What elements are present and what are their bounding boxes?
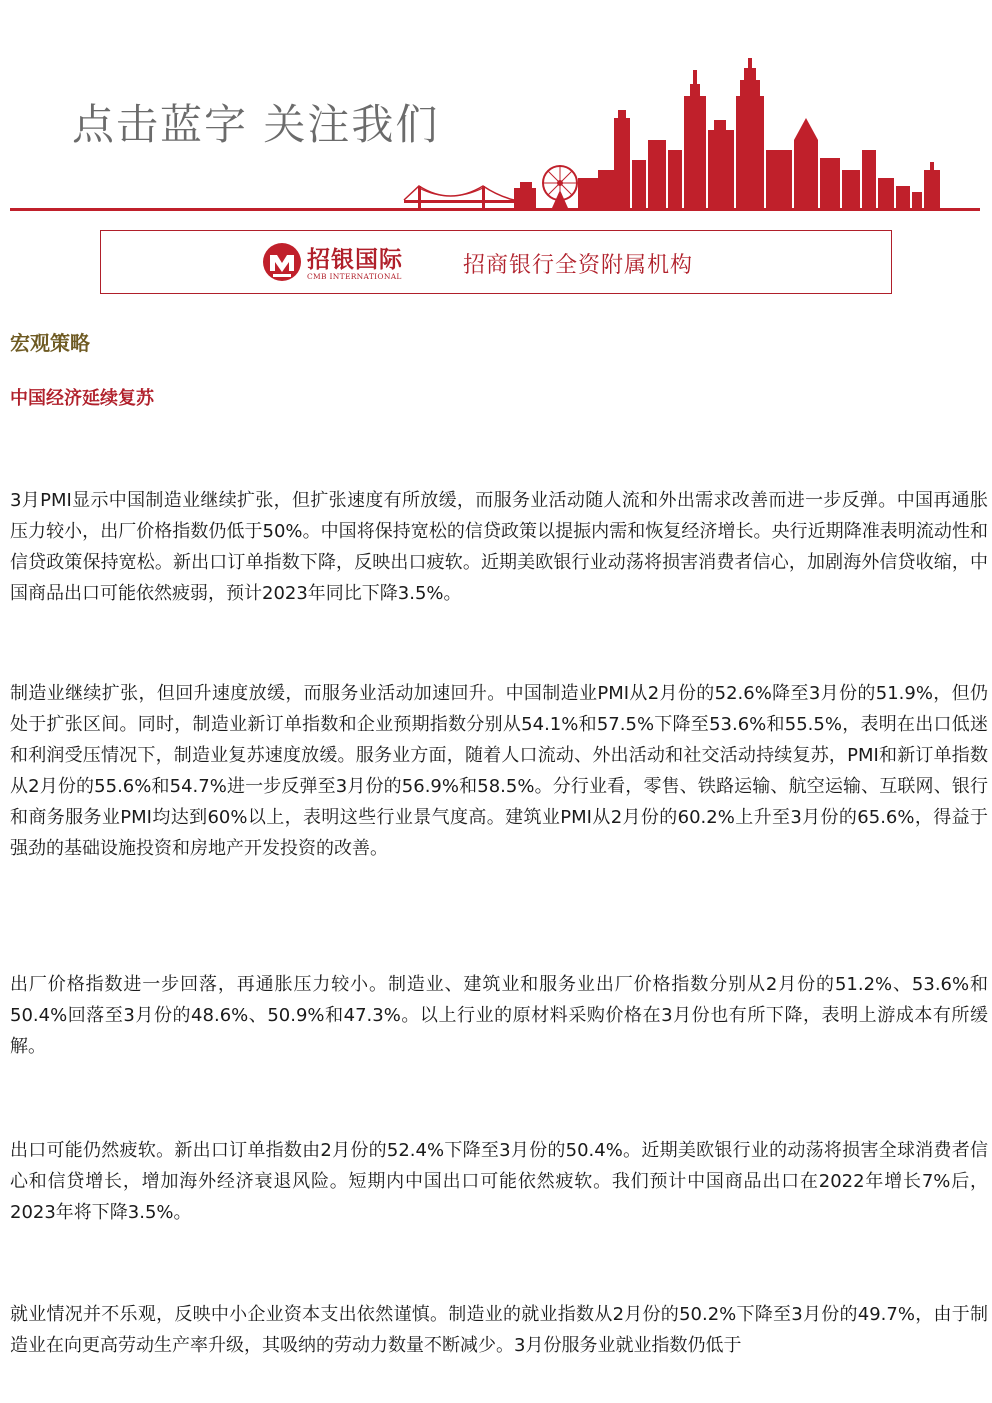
paragraph-pmi: 制造业继续扩张，但回升速度放缓，而服务业活动加速回升。中国制造业PMI从2月份的52.6%降至3月份的51.9%，但仍处于扩张区间。同时，制造业新订单指数和企业预期指数分别从54.1%和57.5%下降至53.6%和55.5%，表明在出口低迷和利润受压情况下，制造业复苏速度放缓。服务业方面，随着人口流动、外出活动和社交活动持续复苏，PMI和新订单指数从2月份的55.6%和54.7%进一步反弹至3月份的56.9%和58.5%。分行业看，零售、铁路运输、航空运输、互联网、银行和商务服务业PMI均达到60%以上，表明这些行业景气度高。建筑业PMI从2月份的60.2%上升至3月份的65.6%，得益于强劲的基础设施投资和房地产开发投资的改善。: [10, 683, 988, 859]
cmb-international-banner[interactable]: [100, 230, 892, 294]
brand-name-cn: 招银国际: [307, 246, 403, 273]
city-skyline-icon: [0, 0, 992, 215]
affiliation-text: 招商银行全资附属机构: [463, 253, 694, 278]
brand-name-en: CMB INTERNATIONAL: [307, 272, 402, 281]
follow-us-slogan[interactable]: 点击蓝字 关注我们: [72, 100, 440, 149]
paragraph-summary: 3月PMI显示中国制造业继续扩张，但扩张速度有所放缓，而服务业活动随人流和外出需求改善而进一步反弹。中国再通胀压力较小，出厂价格指数仍低于50%。中国将保持宽松的信贷政策以提振内需和恢复经济增长。央行近期降准表明流动性和信贷政策保持宽松。新出口订单指数下降，反映出口疲软。近期美欧银行业动荡将损害消费者信心，加剧海外信贷收缩，中国商品出口可能依然疲弱，预计2023年同比下降3.5%。: [10, 490, 988, 604]
paragraph-exports: 出口可能仍然疲软。新出口订单指数由2月份的52.4%下降至3月份的50.4%。近期美欧银行业的动荡将损害全球消费者信心和信贷增长，增加海外经济衰退风险。短期内中国出口可能依然疲软。我们预计中国商品出口在2022年增长7%后，2023年将下降3.5%。: [10, 1140, 988, 1223]
cmb-logo-icon: [261, 241, 303, 283]
paragraph-employment: 就业情况并不乐观，反映中小企业资本支出依然谨慎。制造业的就业指数从2月份的50.2%下降至3月份的49.7%，由于制造业在向更高劳动生产率升级，其吸纳的劳动力数量不断减少。3月份服务业就业指数仍低于: [10, 1304, 988, 1356]
article-title: 中国经济延续复苏: [10, 388, 154, 409]
section-category: 宏观策略: [10, 331, 90, 355]
paragraph-prices: 出厂价格指数进一步回落，再通胀压力较小。制造业、建筑业和服务业出厂价格指数分别从2月份的51.2%、53.6%和50.4%回落至3月份的48.6%、50.9%和47.3%。以上行业的原材料采购价格在3月份也有所下降，表明上游成本有所缓解。: [10, 974, 988, 1057]
page-header: [0, 0, 992, 215]
